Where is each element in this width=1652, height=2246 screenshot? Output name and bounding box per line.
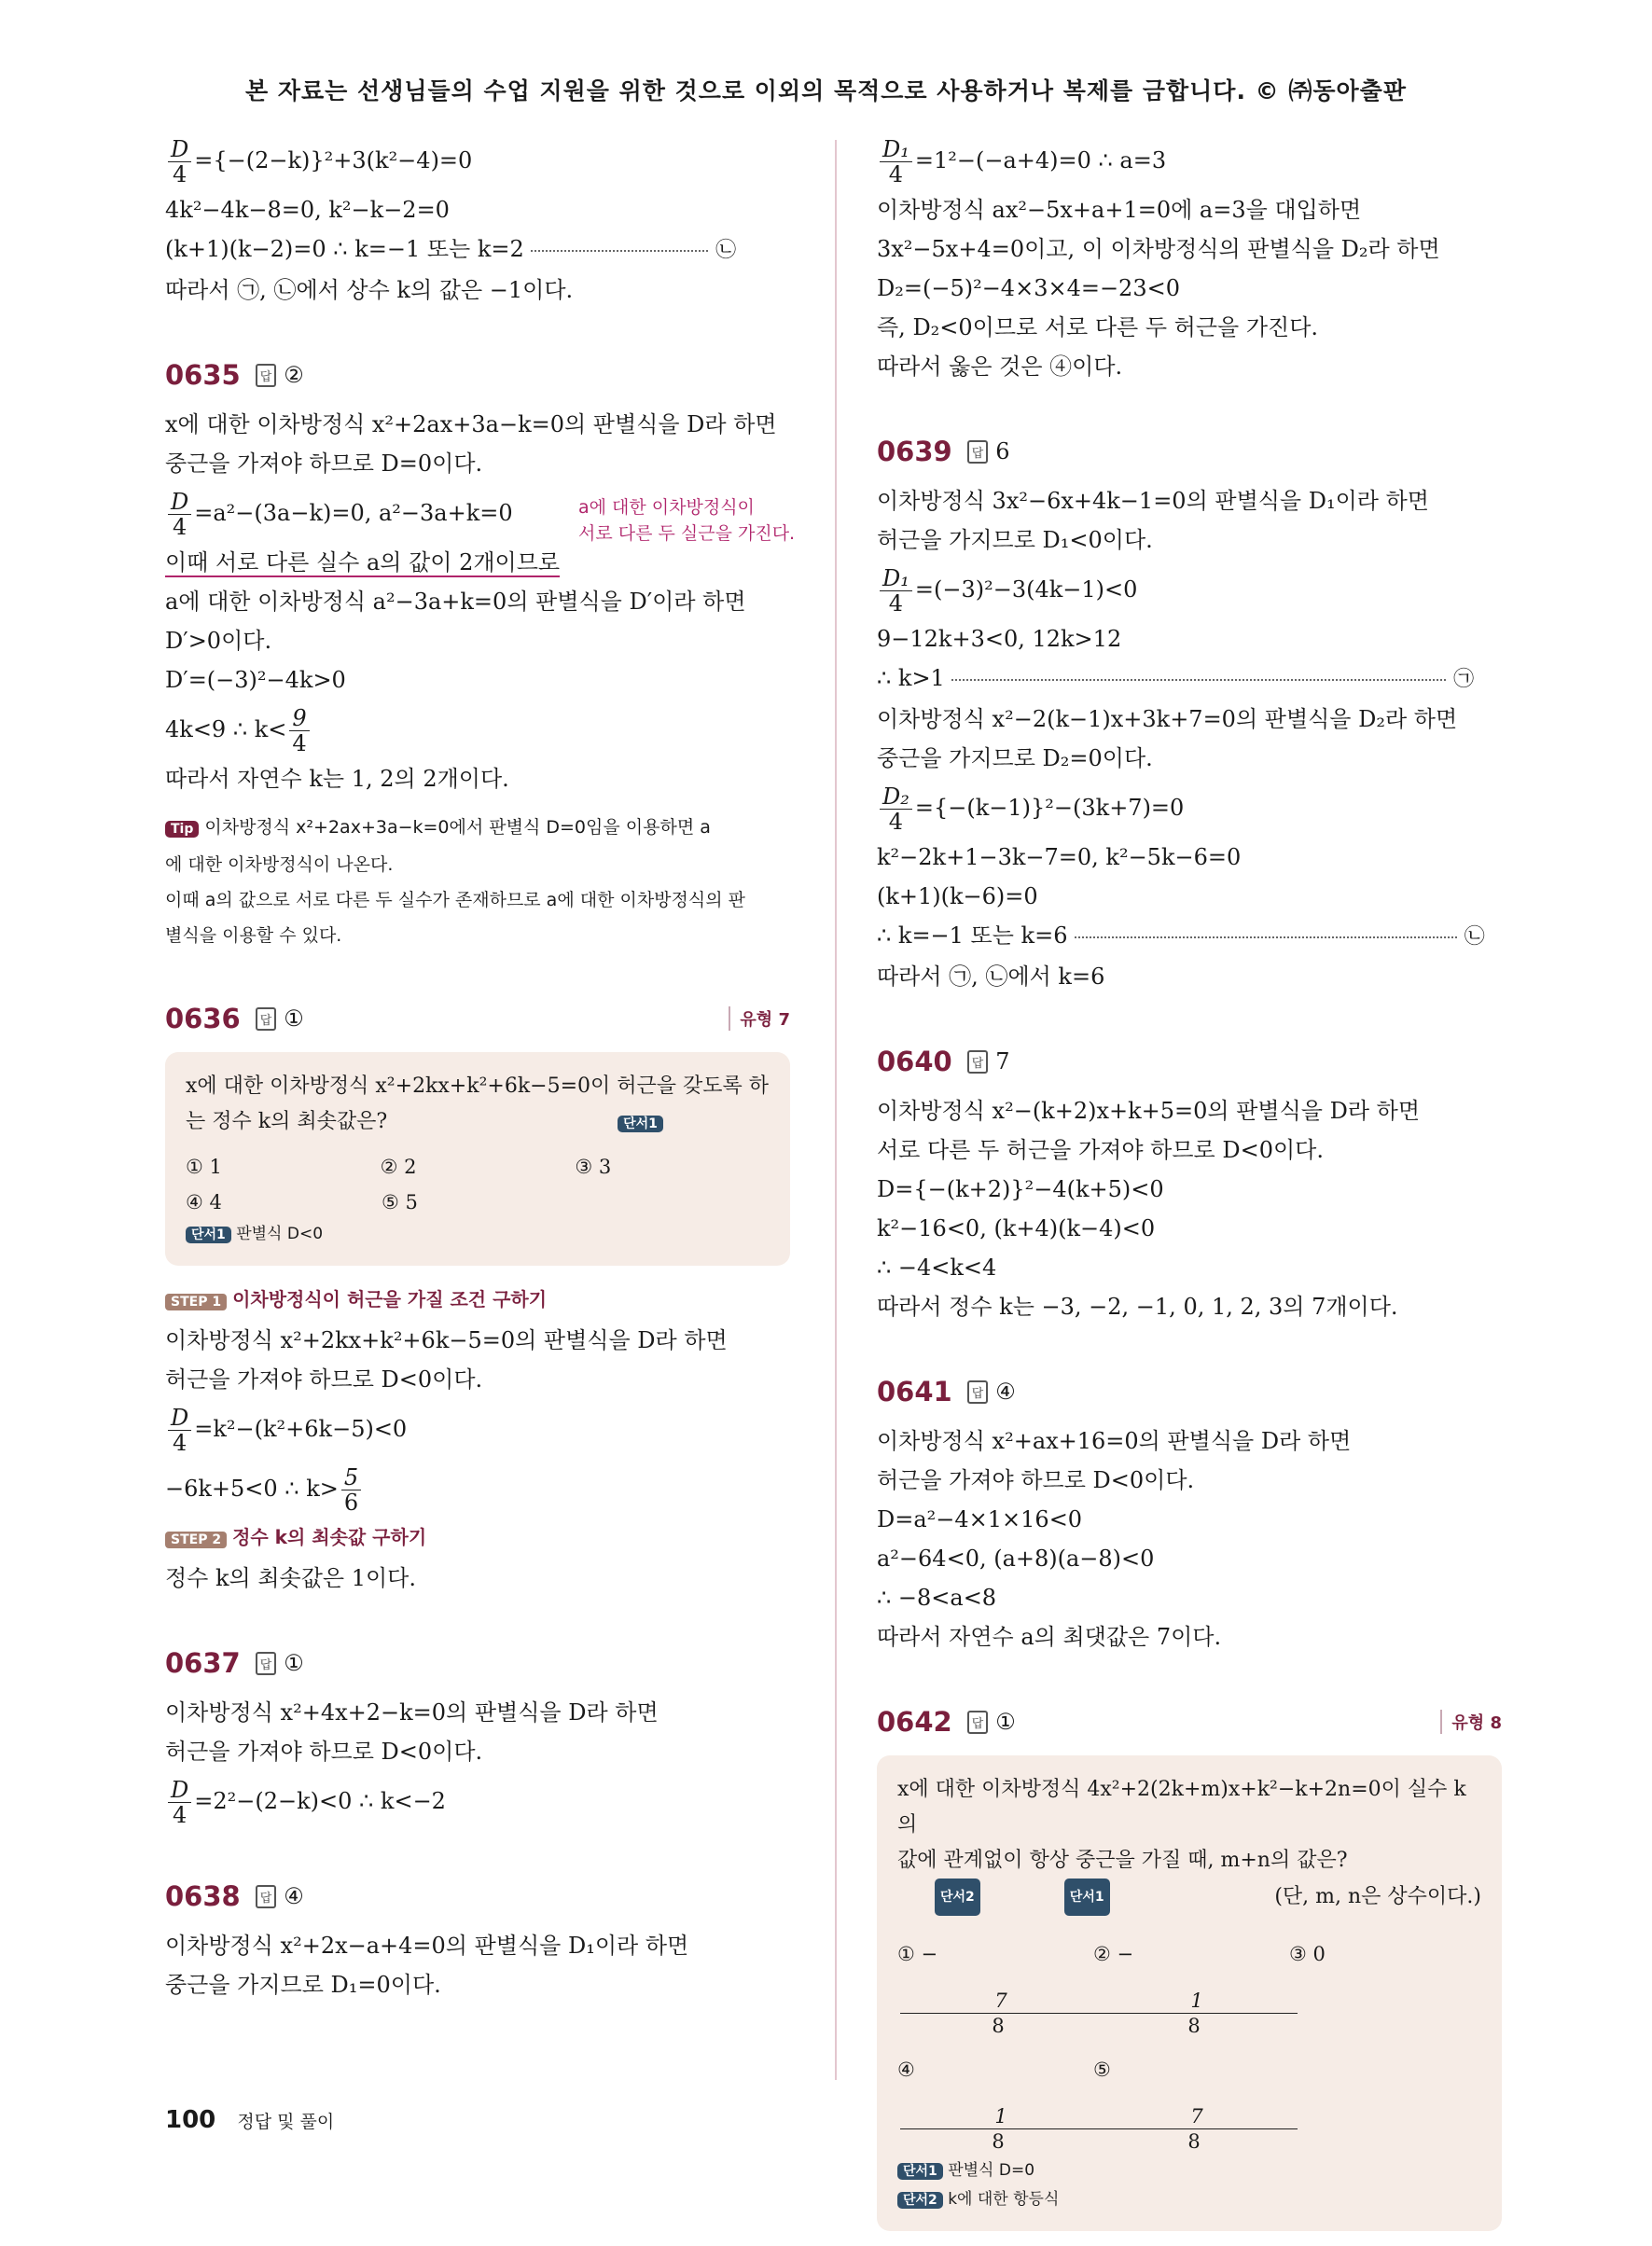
formula-text: −6k+5<0 ∴ k> <box>165 1476 339 1502</box>
option-label: ④ <box>897 2059 915 2081</box>
step-heading <box>165 1281 790 1321</box>
text-line: D₂=(−5)²−4×3×4=−23<0 <box>877 275 1180 301</box>
text-line: 이차방정식 x²+2kx+k²+6k−5=0의 판별식을 D라 하면 <box>165 1327 728 1353</box>
numerator: D <box>168 1778 191 1803</box>
problem-number: 0641 <box>877 1376 952 1407</box>
text-line: 따라서 ㉠, ㉡에서 k=6 <box>877 964 1105 990</box>
tip-text: 이차방정식 x²+2ax+3a−k=0에서 판별식 D=0임을 이용하면 a <box>204 817 711 838</box>
tip-text: 별식을 이용할 수 있다. <box>165 925 342 946</box>
fraction <box>168 137 191 187</box>
section-0636 <box>165 998 790 1039</box>
text-line: 허근을 가져야 하므로 D<0이다. <box>165 1739 483 1765</box>
text-line: D′>0이다. <box>165 628 272 654</box>
problem-number: 0636 <box>165 1003 241 1034</box>
fraction <box>900 1989 1096 2038</box>
annotation-text: 서로 다른 두 실근을 가진다. <box>578 523 796 544</box>
numerator: D₁ <box>880 566 912 591</box>
problem-number: 0639 <box>877 436 952 467</box>
problem-type-label: 유형 7 <box>729 1006 790 1031</box>
circled-mark: ㉡ <box>715 239 737 262</box>
formula-line <box>165 131 790 190</box>
numerator: 7 <box>1096 2104 1298 2129</box>
numerator: D₂ <box>880 784 912 810</box>
formula-text: ={−(k−1)}²−(3k+7)=0 <box>914 795 1185 821</box>
clue-badge: 단서2 <box>935 1879 980 1916</box>
formula-text: =1²−(−a+4)=0 ∴ a=3 <box>914 147 1167 173</box>
fraction <box>880 566 912 616</box>
text-line: 이차방정식 ax²−5x+a+1=0에 a=3을 대입하면 <box>877 197 1362 223</box>
denominator: 4 <box>888 590 904 617</box>
formula-line <box>165 700 790 759</box>
problem-type-label: 유형 8 <box>1440 1710 1502 1734</box>
answer-value: ① <box>284 1650 304 1676</box>
right-column <box>877 131 1502 2246</box>
circled-mark: ㉠ <box>1453 668 1475 691</box>
text-line: 이차방정식 x²−2(k−1)x+3k+7=0의 판별식을 D₂라 하면 <box>877 706 1458 732</box>
section-0637 <box>165 1643 790 1684</box>
step-badge: STEP 1 <box>165 1294 227 1310</box>
denominator: 8 <box>1187 2130 1201 2153</box>
step-heading <box>165 1518 790 1559</box>
numerator: D₁ <box>880 137 912 162</box>
hint-line <box>897 2156 1481 2185</box>
text-line: a에 대한 이차방정식 a²−3a+k=0의 판별식을 D′이라 하면 <box>165 589 746 615</box>
problem-box <box>165 1052 790 1266</box>
text-line <box>877 916 1502 957</box>
answer-value: 7 <box>995 1048 1010 1074</box>
denominator: 4 <box>172 1802 187 1828</box>
formula-text: ={−(2−k)}²+3(k²−4)=0 <box>194 147 473 173</box>
answer-icon: 답 <box>256 1652 277 1675</box>
section-0641 <box>877 1371 1502 1412</box>
answer-value: ② <box>284 362 304 388</box>
fraction <box>168 1778 191 1827</box>
hint-text: k에 대한 항등식 <box>948 2190 1060 2209</box>
text-line: D={−(k+2)}²−4(k+5)<0 <box>877 1176 1164 1202</box>
question-text: 는 정수 k의 최솟값은? <box>186 1110 388 1133</box>
text-line: (k+1)(k−6)=0 <box>877 883 1038 909</box>
option[interactable] <box>1093 1925 1289 2041</box>
fraction <box>168 490 191 539</box>
option[interactable] <box>897 1925 1093 2041</box>
question-text-line <box>186 1104 770 1142</box>
text-line: 허근을 가져야 하므로 D<0이다. <box>165 1366 483 1393</box>
denominator: 4 <box>888 161 904 187</box>
text-line <box>165 229 790 270</box>
question-text: 값에 관계없이 항상 중근을 가질 때, m+n의 값은? <box>897 1849 1348 1872</box>
problem-number: 0642 <box>877 1706 952 1738</box>
answer-value: ① <box>995 1709 1016 1735</box>
text-line: ∴ −4<k<4 <box>877 1255 997 1281</box>
text-line: 정수 k의 최솟값은 1이다. <box>165 1565 416 1591</box>
text-line <box>165 543 790 582</box>
copyright-banner: 본 자료는 선생님들의 수업 지원을 위한 것으로 이외의 목적으로 사용하거나 복제를 금합니다. © ㈜동아출판 <box>245 77 1407 104</box>
option[interactable] <box>1093 2041 1289 2156</box>
option[interactable] <box>897 2041 1093 2156</box>
text-line: ∴ −8<a<8 <box>877 1585 997 1611</box>
answer-value: ① <box>284 1005 304 1032</box>
text-line: 이차방정식 x²+4x+2−k=0의 판별식을 D라 하면 <box>165 1699 659 1726</box>
circled-mark: ㉡ <box>1464 925 1485 949</box>
formula-line <box>877 131 1502 190</box>
section-0639 <box>877 431 1502 472</box>
text-line: 허근을 가지므로 D₁<0이다. <box>877 527 1153 553</box>
denominator: 4 <box>172 514 187 540</box>
text-line: D=a²−4×1×16<0 <box>877 1506 1083 1532</box>
answer-icon: 답 <box>256 1885 277 1908</box>
options-row <box>897 2041 1481 2156</box>
text-line: 4k²−4k−8=0, k²−k−2=0 <box>165 197 450 223</box>
text-line: 서로 다른 두 허근을 가져야 하므로 D<0이다. <box>877 1137 1324 1163</box>
problem-number: 0640 <box>877 1046 952 1077</box>
text-line <box>877 659 1502 700</box>
question-text-line <box>897 1879 1481 1916</box>
formula-line <box>165 1771 790 1831</box>
problem-number: 0635 <box>165 359 241 391</box>
text-line: 허근을 가져야 하므로 D<0이다. <box>877 1467 1195 1493</box>
text-line: 이차방정식 3x²−6x+4k−1=0의 판별식을 D₁이라 하면 <box>877 488 1429 514</box>
question-text: (단, m, n은 상수이다.) <box>1274 1885 1481 1908</box>
text-line: 중근을 가지므로 D₂=0이다. <box>877 745 1153 771</box>
fraction <box>880 784 912 834</box>
denominator: 4 <box>172 1430 187 1456</box>
clue-badge: 단서1 <box>618 1116 663 1132</box>
hint-line <box>897 2185 1481 2214</box>
answer-icon: 답 <box>967 440 989 464</box>
text-line: 중근을 가지므로 D₁=0이다. <box>165 1972 441 1998</box>
formula-line <box>877 778 1502 838</box>
text-line: k²−16<0, (k+4)(k−4)<0 <box>877 1215 1156 1241</box>
numerator: D <box>168 490 191 515</box>
answer-value: ④ <box>995 1379 1016 1405</box>
formula-line <box>165 1399 790 1459</box>
option[interactable]: ④ 4 <box>186 1191 222 1213</box>
option-label: ② − <box>1093 1943 1134 1965</box>
numerator: 5 <box>341 1465 361 1490</box>
formula-text: (k+1)(k−2)=0 ∴ k=−1 또는 k=2 <box>165 236 524 262</box>
answer-icon: 답 <box>967 1380 989 1404</box>
fraction <box>900 2104 1096 2154</box>
leader-dots <box>1075 936 1457 938</box>
denominator: 4 <box>172 161 187 187</box>
text-line: x에 대한 이차방정식 x²+2ax+3a−k=0의 판별식을 D라 하면 <box>165 411 777 437</box>
option[interactable]: ③ 0 <box>1289 1943 1326 1965</box>
option[interactable]: ③ 3 <box>575 1156 612 1178</box>
hint-line <box>186 1220 770 1249</box>
problem-number: 0638 <box>165 1880 241 1912</box>
leader-dots <box>951 679 1446 681</box>
numerator: D <box>168 137 191 162</box>
text-line: D′=(−3)²−4k>0 <box>165 667 346 693</box>
text-line: 따라서 자연수 k는 1, 2의 2개이다. <box>165 766 509 792</box>
section-0640 <box>877 1041 1502 1082</box>
answer-value: ④ <box>284 1883 304 1909</box>
text-line: 이차방정식 x²+2x−a+4=0의 판별식을 D₁이라 하면 <box>165 1933 689 1959</box>
hint-text: 판별식 D<0 <box>236 1225 324 1243</box>
numerator: 7 <box>900 1989 1102 2014</box>
option-label: ⑤ <box>1093 2059 1111 2081</box>
numerator: 1 <box>1096 1989 1298 2014</box>
tip-text: 에 대한 이차방정식이 나온다. <box>165 854 394 875</box>
formula-text: =k²−(k²+6k−5)<0 <box>194 1416 408 1442</box>
option[interactable]: ① 1 <box>186 1156 222 1178</box>
side-annotation <box>578 494 795 547</box>
formula-text: =a²−(3a−k)=0, a²−3a+k=0 <box>194 500 513 526</box>
answer-icon: 답 <box>256 364 277 387</box>
denominator: 4 <box>292 730 307 756</box>
tip-text: 이때 a의 값으로 서로 다른 두 실수가 존재하므로 a에 대한 이차방정식의 판 <box>165 890 745 910</box>
tip-line <box>165 810 790 847</box>
fraction <box>880 137 912 187</box>
annotation-text: a에 대한 이차방정식이 <box>578 497 755 518</box>
text-line: 3x²−5x+4=0이고, 이 이차방정식의 판별식을 D₂라 하면 <box>877 236 1440 262</box>
answer-icon: 답 <box>256 1007 277 1031</box>
denominator: 4 <box>888 809 904 835</box>
step-badge: STEP 2 <box>165 1532 227 1548</box>
question-text: x에 대한 이차방정식 4x²+2(2k+m)x+k²−k+2n=0이 실수 k의 <box>897 1778 1466 1837</box>
formula-line <box>877 560 1502 619</box>
denominator: 6 <box>343 1490 359 1516</box>
formula-text: =(−3)²−3(4k−1)<0 <box>914 576 1138 603</box>
fraction <box>168 1406 191 1455</box>
clue-badge: 단서1 <box>1064 1879 1110 1916</box>
numerator: 1 <box>900 2104 1102 2129</box>
problem-number: 0637 <box>165 1647 241 1679</box>
section-0635 <box>165 354 790 395</box>
text-line: 이차방정식 x²+ax+16=0의 판별식을 D라 하면 <box>877 1428 1352 1454</box>
fraction <box>1096 1989 1292 2038</box>
formula-text: 4k<9 ∴ k< <box>165 716 287 742</box>
denominator: 8 <box>1187 2015 1201 2037</box>
problem-box <box>877 1755 1502 2231</box>
text-line: a²−64<0, (a+8)(a−8)<0 <box>877 1546 1155 1572</box>
leader-dots <box>531 250 708 252</box>
text-line: 따라서 ㉠, ㉡에서 상수 k의 값은 −1이다. <box>165 277 574 303</box>
clue-badge: 단서1 <box>186 1227 231 1243</box>
formula-text: ∴ k>1 <box>877 665 945 691</box>
options-row <box>897 1925 1481 2041</box>
text-line: k²−2k+1−3k−7=0, k²−5k−6=0 <box>877 844 1242 870</box>
text-line: 중근을 가져야 하므로 D=0이다. <box>165 451 483 477</box>
option-label: ① − <box>897 1943 938 1965</box>
text-line: 9−12k+3<0, 12k>12 <box>877 626 1122 652</box>
hint-text: 판별식 D=0 <box>948 2161 1035 2180</box>
answer-value: 6 <box>995 438 1010 464</box>
underlined-text: 이때 서로 다른 실수 a의 값이 2개이므로 <box>165 549 561 575</box>
text-line: 이차방정식 x²−(k+2)x+k+5=0의 판별식을 D라 하면 <box>877 1098 1421 1124</box>
page-footer <box>165 2106 334 2134</box>
footer-title: 정답 및 풀이 <box>237 2112 335 2132</box>
numerator: D <box>168 1406 191 1431</box>
clue-badge: 단서2 <box>897 2192 943 2209</box>
section-0638 <box>165 1876 790 1917</box>
answer-icon: 답 <box>967 1050 989 1074</box>
question-text: x에 대한 이차방정식 x²+2kx+k²+6k−5=0이 허근을 갖도록 하 <box>186 1074 770 1098</box>
options-row <box>186 1149 770 1185</box>
tip-badge: Tip <box>165 821 199 838</box>
text-line: 즉, D₂<0이므로 서로 다른 두 허근을 가진다. <box>877 314 1319 340</box>
denominator: 8 <box>992 2015 1005 2037</box>
page-number: 100 <box>165 2106 216 2134</box>
fraction <box>341 1465 361 1515</box>
left-column <box>165 131 790 2004</box>
text-line: 따라서 자연수 a의 최댓값은 7이다. <box>877 1624 1222 1650</box>
step-title: 정수 k의 최솟값 구하기 <box>232 1526 427 1548</box>
text-line: 따라서 옳은 것은 ④이다. <box>877 354 1123 380</box>
formula-line <box>165 1459 790 1518</box>
fraction <box>289 706 309 756</box>
clue-badge: 단서1 <box>897 2163 943 2180</box>
numerator: 9 <box>289 706 309 731</box>
option[interactable]: ② 2 <box>380 1156 417 1178</box>
text-line: 따라서 정수 k는 −3, −2, −1, 0, 1, 2, 3의 7개이다. <box>877 1294 1398 1320</box>
section-0642 <box>877 1701 1502 1742</box>
fraction <box>1096 2104 1292 2154</box>
formula-text: =2²−(2−k)<0 ∴ k<−2 <box>194 1788 446 1814</box>
option[interactable]: ⑤ 5 <box>382 1191 418 1213</box>
column-divider <box>835 140 837 2080</box>
formula-text: ∴ k=−1 또는 k=6 <box>877 922 1068 949</box>
options-row <box>186 1185 770 1220</box>
denominator: 8 <box>992 2130 1005 2153</box>
answer-icon: 답 <box>967 1711 989 1734</box>
step-title: 이차방정식이 허근을 가질 조건 구하기 <box>232 1288 548 1310</box>
